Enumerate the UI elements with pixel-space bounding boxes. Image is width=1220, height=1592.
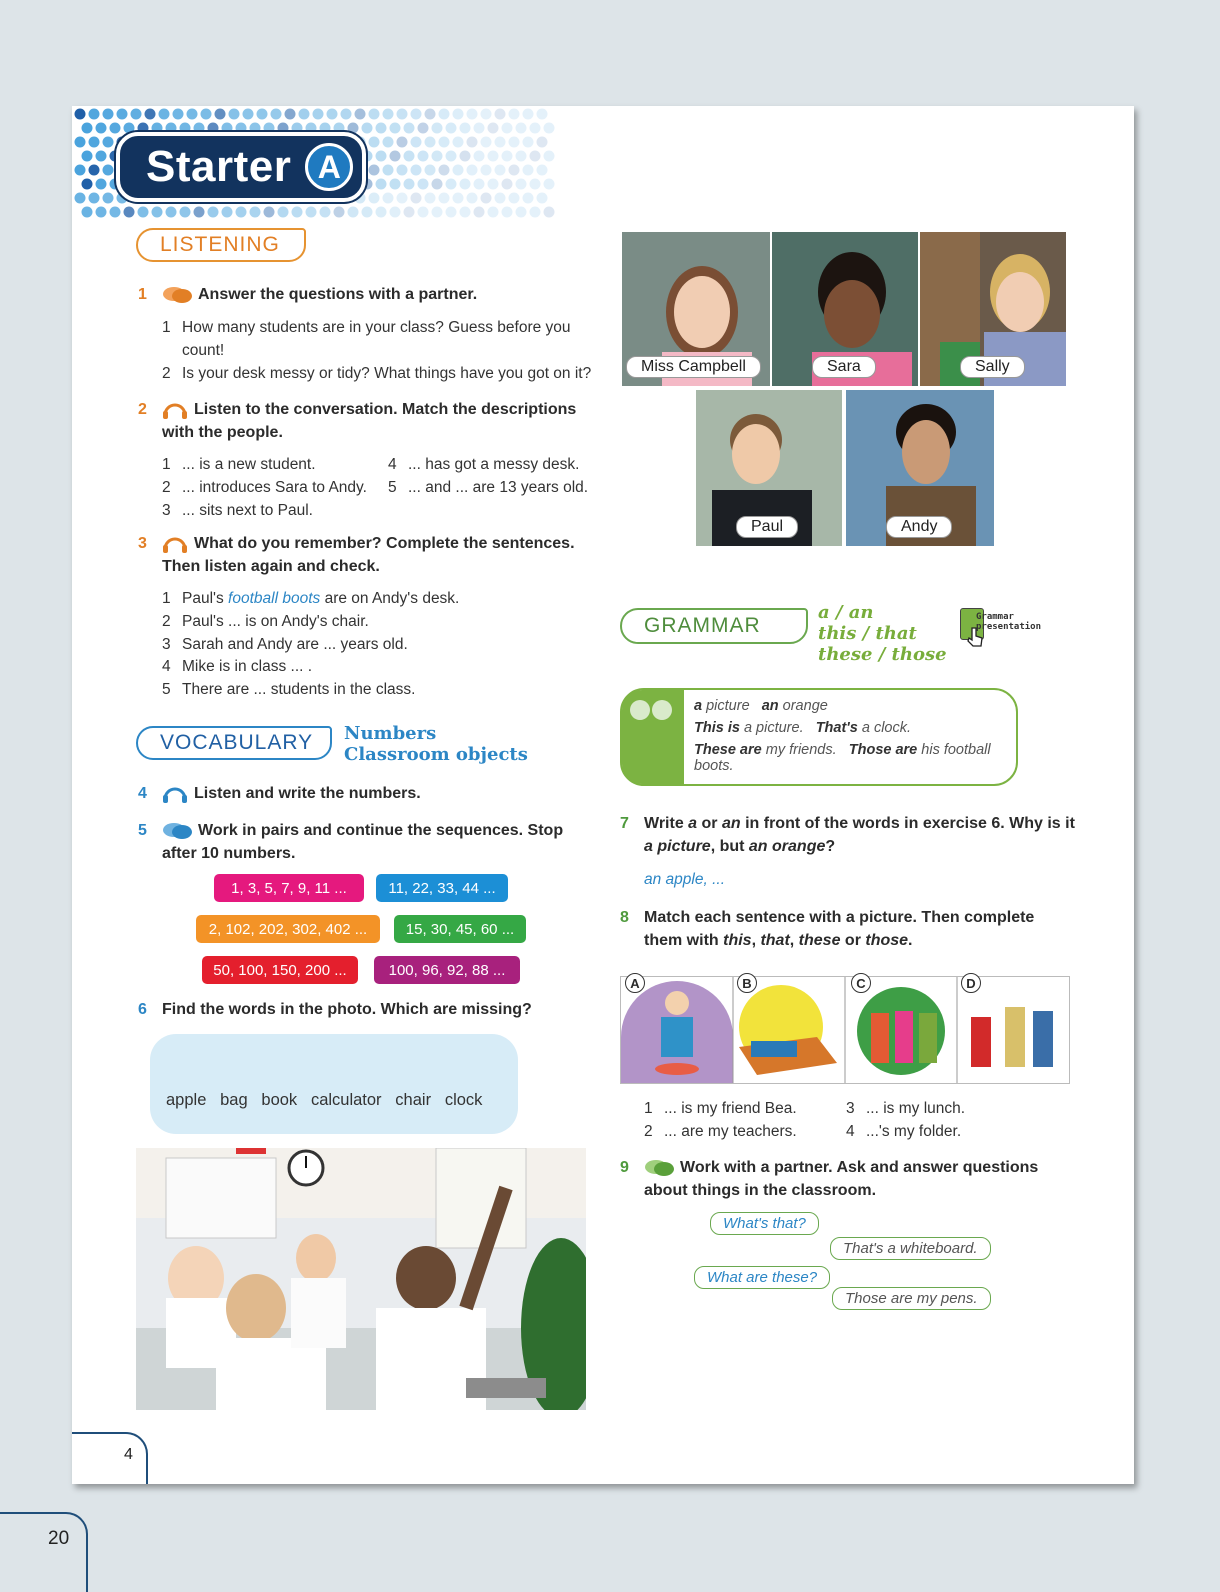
unit-letter-badge: A: [305, 143, 353, 191]
photo-paul: [696, 390, 842, 546]
ex8-item-3: 3 ... is my lunch.: [846, 1100, 966, 1117]
picture-letter: D: [961, 973, 981, 993]
ex2-item-4: 4 ... has got a messy desk.: [388, 456, 580, 473]
exercise-2: 2 Listen to the conversation. Match the descriptions with the people.: [162, 398, 576, 444]
ex2-item-5: 5 ... and ... are 13 years old.: [388, 479, 589, 496]
classroom-photo: [136, 1148, 586, 1410]
sequence-chip: 100, 96, 92, 88 ...: [374, 956, 520, 984]
exercise-6: 6 Find the words in the photo. Which are missing?: [162, 998, 532, 1021]
speech-bubble: That's a whiteboard.: [830, 1237, 991, 1260]
ex2-item-3: 3 ... sits next to Paul.: [162, 502, 313, 519]
exercise-number: 2: [138, 401, 147, 418]
ex1-item-2: 2 Is your desk messy or tidy? What things have you got on it?: [162, 365, 592, 382]
speech-bubble: What's that?: [710, 1212, 819, 1235]
ex3-item-3: 3 Sarah and Andy are ... years old.: [162, 636, 408, 653]
exercise-number: 3: [138, 535, 147, 552]
ex3-item-2: 2 Paul's ... is on Andy's chair.: [162, 613, 369, 630]
inner-page-number: 4: [124, 1446, 133, 1463]
exercise-1-instruction: Answer the questions with a partner.: [198, 286, 478, 303]
exercise-number: 1: [138, 286, 147, 303]
grammar-heading: GRAMMAR: [620, 608, 808, 644]
grammar-dots-icon: [626, 696, 688, 736]
unit-title-badge: [116, 132, 366, 202]
speech-bubbles-icon: [162, 822, 192, 840]
sequence-chip: 11, 22, 33, 44 ...: [376, 874, 508, 902]
headphones-icon: [162, 785, 188, 803]
photo-sara: [772, 232, 918, 386]
exercise-8: 8 Match each sentence with a picture. Then complete them with this, that, these or those.: [644, 906, 1034, 952]
presentation-label: Grammar presentation: [976, 612, 1042, 632]
grammar-box-tab: [622, 690, 684, 784]
exercise-number: 7: [620, 815, 629, 832]
ex2-item-2: 2 ... introduces Sara to Andy.: [162, 479, 367, 496]
name-tag: Miss Campbell: [626, 356, 761, 378]
exercise-4: 4 Listen and write the numbers.: [162, 782, 421, 805]
ex3-item-5: 5 There are ... students in the class.: [162, 681, 416, 698]
sequence-chip: 50, 100, 150, 200 ...: [202, 956, 358, 984]
textbook-page: [72, 106, 1134, 1484]
grammar-line-2: This is a picture. That's a clock.: [694, 720, 912, 736]
name-tag: Sara: [812, 356, 876, 378]
speech-bubble: Those are my pens.: [832, 1287, 991, 1310]
speech-bubbles-icon: [162, 286, 192, 304]
exercise-9: 9 Work with a partner. Ask and answer questions about things in the classroom.: [644, 1156, 1038, 1202]
name-tag: Sally: [960, 356, 1025, 378]
name-tag: Andy: [886, 516, 952, 538]
hand-cursor-icon: [966, 626, 984, 648]
exercise-number: 4: [138, 785, 147, 802]
ex8-item-4: 4 ...'s my folder.: [846, 1123, 962, 1140]
ex8-item-2: 2 ... are my teachers.: [644, 1123, 797, 1140]
exercise-number: 8: [620, 909, 629, 926]
picture-strip: [620, 976, 1070, 1084]
exercise-7: 7 Write a or an in front of the words in exercise 6. Why is it a picture, but an orange?: [644, 812, 1075, 858]
vocabulary-heading: VOCABULARY: [136, 726, 332, 760]
name-tag: Paul: [736, 516, 798, 538]
picture-letter: B: [737, 973, 757, 993]
outer-page-tab: [0, 1512, 88, 1592]
outer-page-number: 20: [48, 1528, 70, 1549]
exercise-3: 3 What do you remember? Complete the sentences. Then listen again and check.: [162, 532, 575, 578]
exercise-number: 5: [138, 822, 147, 839]
word-list-box: [150, 1034, 518, 1134]
inner-page-tab: [72, 1432, 148, 1484]
headphones-icon: [162, 401, 188, 419]
ex3-item-1: 1 Paul's football boots are on Andy's desk.: [162, 590, 460, 607]
sequence-chip: 15, 30, 45, 60 ...: [394, 915, 526, 943]
photo-miss-campbell: [622, 232, 770, 386]
grammar-presentation-button[interactable]: [960, 608, 1040, 648]
grammar-line-3: These are my friends. Those are his football boots.: [694, 742, 991, 774]
exercise-number: 6: [138, 1001, 147, 1018]
grammar-subtopics: a / an this / that these / those: [818, 602, 947, 665]
headphones-icon: [162, 535, 188, 553]
unit-title: Starter: [146, 142, 292, 191]
ex1-item-1-cont: count!: [182, 342, 225, 359]
word-list-line: apple bag book calculator chair clock: [166, 1091, 483, 1109]
speech-bubble: What are these?: [694, 1266, 830, 1289]
ex7-example-answer: an apple, ...: [644, 871, 726, 888]
ex1-item-1: 1 How many students are in your class? Guess before you: [162, 319, 571, 336]
exercise-number: 9: [620, 1159, 629, 1176]
sequence-chip: 1, 3, 5, 7, 9, 11 ...: [214, 874, 364, 902]
ex3-item-4: 4 Mike is in class ... .: [162, 658, 313, 675]
ex2-item-1: 1 ... is a new student.: [162, 456, 316, 473]
exercise-1: [138, 283, 478, 306]
picture-letter: A: [625, 973, 645, 993]
picture-letter: C: [851, 973, 871, 993]
listening-heading: LISTENING: [136, 228, 306, 262]
ex8-item-1: 1 ... is my friend Bea.: [644, 1100, 797, 1117]
speech-bubbles-icon: [644, 1159, 674, 1177]
sequence-chip: 2, 102, 202, 302, 402 ...: [196, 915, 380, 943]
photo-sally: [920, 232, 1066, 386]
photo-andy: [846, 390, 994, 546]
grammar-line-1: a picture an orange: [694, 698, 828, 714]
vocabulary-subtopics: Numbers Classroom objects: [344, 723, 528, 765]
grammar-box: [620, 688, 1018, 786]
exercise-5: 5 Work in pairs and continue the sequences. Stop after 10 numbers.: [162, 819, 563, 865]
